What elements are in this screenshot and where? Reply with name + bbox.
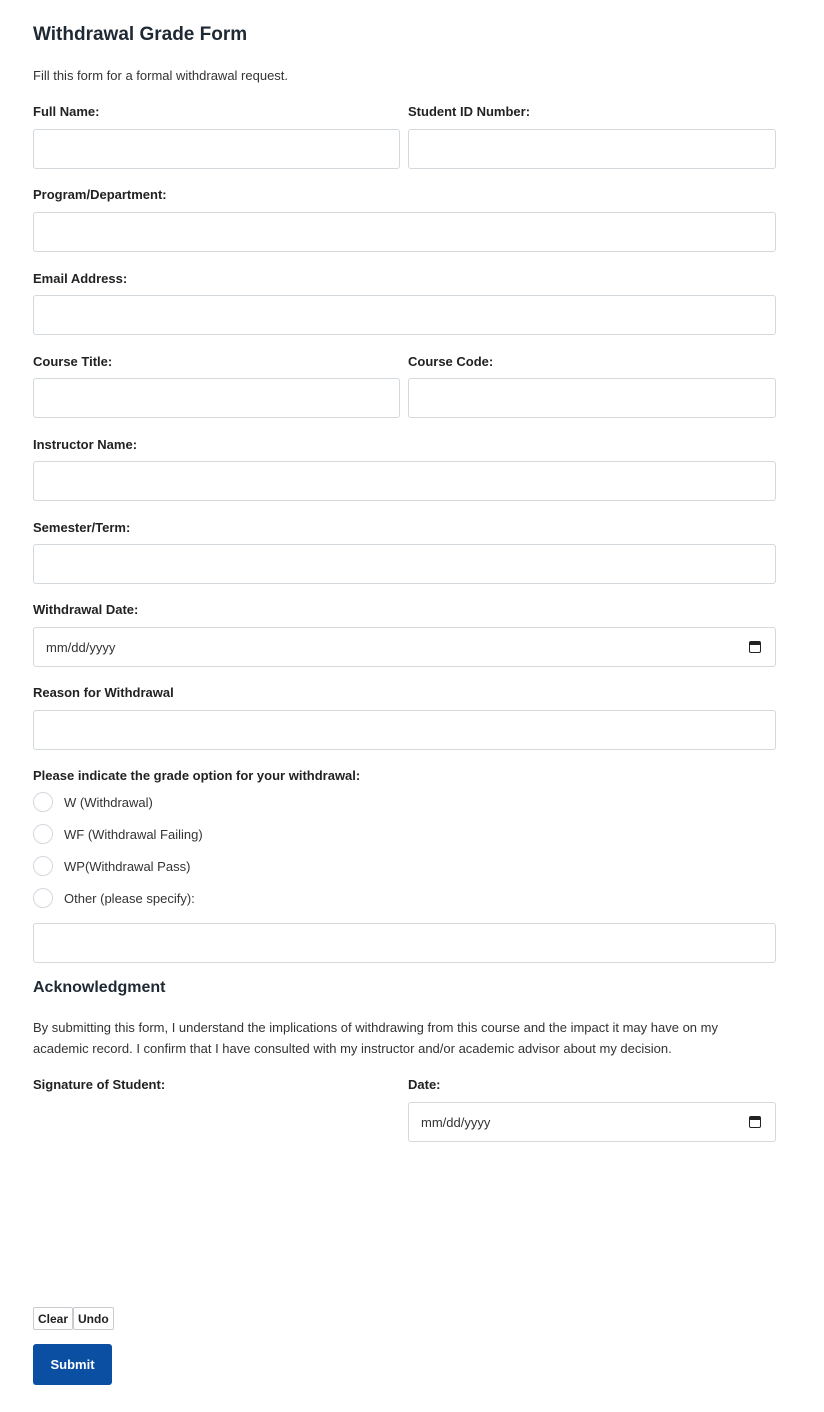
full-name-input[interactable] bbox=[33, 129, 400, 169]
student-id-label: Student ID Number: bbox=[408, 104, 531, 119]
semester-label: Semester/Term: bbox=[33, 520, 131, 535]
radio-option-wf[interactable] bbox=[33, 824, 203, 844]
radio-option-label: WP(Withdrawal Pass) bbox=[64, 858, 191, 874]
grade-option-question: Please indicate the grade option for your withdrawal: bbox=[33, 768, 361, 783]
calendar-icon[interactable] bbox=[749, 641, 761, 653]
radio-button[interactable] bbox=[33, 824, 53, 844]
radio-option-w[interactable] bbox=[33, 792, 153, 812]
email-input[interactable] bbox=[33, 295, 776, 335]
calendar-icon[interactable] bbox=[749, 1116, 761, 1128]
form-title: Withdrawal Grade Form bbox=[33, 24, 248, 45]
signature-pad[interactable] bbox=[33, 1100, 393, 1290]
signature-date-label: Date: bbox=[408, 1077, 441, 1092]
course-title-input[interactable] bbox=[33, 378, 400, 418]
course-code-input[interactable] bbox=[408, 378, 776, 418]
radio-button[interactable] bbox=[33, 888, 53, 908]
radio-option-wp[interactable] bbox=[33, 856, 190, 876]
withdrawal-date-placeholder: mm/dd/yyyy bbox=[46, 639, 116, 655]
radio-option-label: Other (please specify): bbox=[64, 890, 195, 906]
clear-signature-button[interactable]: Clear bbox=[33, 1307, 73, 1330]
instructor-input[interactable] bbox=[33, 461, 776, 501]
reason-label: Reason for Withdrawal bbox=[33, 685, 174, 700]
radio-button[interactable] bbox=[33, 792, 53, 812]
withdrawal-date-input[interactable] bbox=[33, 627, 776, 667]
program-input[interactable] bbox=[33, 212, 776, 252]
form-subtitle: Fill this form for a formal withdrawal request. bbox=[33, 68, 289, 83]
radio-button[interactable] bbox=[33, 856, 53, 876]
email-label: Email Address: bbox=[33, 271, 128, 286]
withdrawal-date-label: Withdrawal Date: bbox=[33, 602, 139, 617]
radio-option-label: WF (Withdrawal Failing) bbox=[64, 826, 203, 842]
semester-input[interactable] bbox=[33, 544, 776, 584]
radio-option-other[interactable] bbox=[33, 888, 195, 908]
other-specify-input[interactable] bbox=[33, 923, 776, 963]
instructor-label: Instructor Name: bbox=[33, 437, 138, 452]
student-id-input[interactable] bbox=[408, 129, 776, 169]
program-label: Program/Department: bbox=[33, 187, 167, 202]
signature-date-placeholder: mm/dd/yyyy bbox=[421, 1114, 491, 1130]
submit-button[interactable]: Submit bbox=[33, 1344, 112, 1385]
radio-option-label: W (Withdrawal) bbox=[64, 794, 153, 810]
signature-date-input[interactable] bbox=[408, 1102, 776, 1142]
acknowledgment-title: Acknowledgment bbox=[33, 979, 166, 996]
course-code-label: Course Code: bbox=[408, 354, 494, 369]
signature-label: Signature of Student: bbox=[33, 1077, 166, 1092]
reason-input[interactable] bbox=[33, 710, 776, 750]
course-title-label: Course Title: bbox=[33, 354, 113, 369]
acknowledgment-text: By submitting this form, I understand the implications of withdrawing from this course and the impact it may have on my academic record. I confirm that I have consulted with my instructor and/or academic advisor about my decision. bbox=[33, 1020, 718, 1056]
full-name-label: Full Name: bbox=[33, 104, 100, 119]
undo-signature-button[interactable]: Undo bbox=[73, 1307, 114, 1330]
